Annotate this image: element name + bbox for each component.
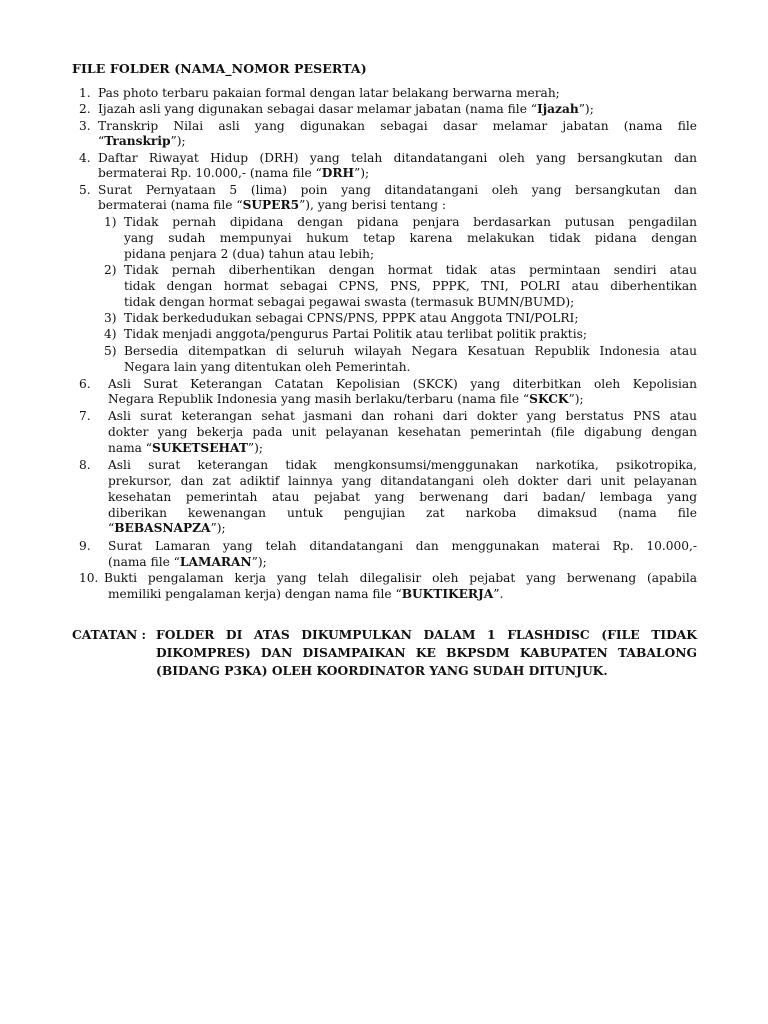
item-3-line-1: Transkrip Nilai asli yang digunakan sebagai dasar melamar jabatan (nama file — [98, 119, 697, 133]
item-2-text: Ijazah asli yang digunakan sebagai dasar melamar jabatan (nama file “Ijazah”); — [98, 102, 594, 116]
item-9-line-1: Surat Lamaran yang telah ditandatangani dan menggunakan materai Rp. 10.000,- — [108, 539, 697, 553]
subitem-number: 1) — [104, 215, 117, 229]
subitem-2-line-2: tidak dengan hormat sebagai CPNS, PNS, PPPK, TNI, POLRI atau diberhentikan — [124, 279, 697, 293]
item-8-line-5: “BEBASNAPZA”); — [108, 521, 226, 535]
item-10-line-1: Bukti pengalaman kerja yang telah dilegalisir oleh pejabat yang berwenang (apabila — [104, 571, 697, 585]
item-9-line-2: (nama file “LAMARAN”); — [108, 555, 267, 569]
subitem-1-line-3: pidana penjara 2 (dua) tahun atau lebih; — [124, 247, 375, 261]
subitem-4-line-1: Tidak menjadi anggota/pengurus Partai Politik atau terlibat politik praktis; — [124, 327, 587, 341]
subitem-2-line-3: tidak dengan hormat sebagai pegawai swasta (termasuk BUMN/BUMD); — [124, 295, 575, 309]
subitem-5-line-2: Negara lain yang ditentukan oleh Pemerintah. — [124, 360, 411, 374]
item-6-line-2: Negara Republik Indonesia yang masih berlaku/terbaru (nama file “SKCK”); — [108, 392, 584, 406]
subitem-3-line-1: Tidak berkedudukan sebagai CPNS/PNS, PPPK atau Anggota TNI/POLRI; — [124, 311, 579, 325]
item-7-line-1: Asli surat keterangan sehat jasmani dan rohani dari dokter yang berstatus PNS atau — [108, 409, 697, 423]
item-number: 4. — [79, 151, 91, 165]
item-8-line-4: diberikan kewenangan untuk pengujian zat narkoba dimaksud (nama file — [108, 506, 697, 520]
item-5-line-2: bermaterai (nama file “SUPER5”), yang berisi tentang : — [98, 198, 446, 212]
item-3-line-2: “Transkrip”); — [98, 134, 186, 148]
item-7-line-3: nama “SUKETSEHAT”); — [108, 441, 263, 455]
item-8-line-3: kesehatan pemerintah atau pejabat yang berwenang dari badan/ lembaga yang — [108, 490, 697, 504]
item-4-line-1: Daftar Riwayat Hidup (DRH) yang telah ditandatangani oleh yang bersangkutan dan — [98, 151, 697, 165]
document-title: FILE FOLDER (NAMA_NOMOR PESERTA) — [72, 61, 367, 76]
subitem-number: 5) — [104, 344, 117, 358]
subitem-5-line-1: Bersedia ditempatkan di seluruh wilayah Negara Kesatuan Republik Indonesia atau — [124, 344, 697, 358]
item-number: 7. — [79, 409, 91, 423]
catatan-line-3: (BIDANG P3KA) OLEH KOORDINATOR YANG SUDAH DITUNJUK. — [156, 663, 608, 678]
catatan-line-1: FOLDER DI ATAS DIKUMPULKAN DALAM 1 FLASHDISC (FILE TIDAK — [156, 627, 697, 642]
item-number: 2. — [79, 102, 91, 116]
item-5-line-1: Surat Pernyataan 5 (lima) poin yang ditandatangani oleh yang bersangkutan dan — [98, 183, 697, 197]
item-8-line-2: prekursor, dan zat adiktif lainnya yang ditandatangani oleh dokter dari unit pelayanan — [108, 474, 697, 488]
item-4-line-2: bermaterai Rp. 10.000,- (nama file “DRH”); — [98, 166, 370, 180]
catatan-line-2: DIKOMPRES) DAN DISAMPAIKAN KE BKPSDM KABUPATEN TABALONG — [156, 645, 697, 660]
item-number: 3. — [79, 119, 91, 133]
item-6-line-1: Asli Surat Keterangan Catatan Kepolisian (SKCK) yang diterbitkan oleh Kepolisian — [108, 377, 697, 391]
item-1-text: Pas photo terbaru pakaian formal dengan latar belakang berwarna merah; — [98, 86, 560, 100]
item-number: 9. — [79, 539, 91, 553]
subitem-number: 3) — [104, 311, 117, 325]
item-10-line-2: memiliki pengalaman kerja) dengan nama file “BUKTIKERJA”. — [108, 587, 504, 601]
item-number: 8. — [79, 458, 91, 472]
subitem-1-line-1: Tidak pernah dipidana dengan pidana penjara berdasarkan putusan pengadilan — [124, 215, 697, 229]
item-8-line-1: Asli surat keterangan tidak mengkonsumsi/menggunakan narkotika, psikotropika, — [108, 458, 697, 472]
item-number: 6. — [79, 377, 91, 391]
subitem-2-line-1: Tidak pernah diberhentikan dengan hormat tidak atas permintaan sendiri atau — [124, 263, 697, 277]
subitem-1-line-2: yang sudah mempunyai hukum tetap karena melakukan tidak pidana dengan — [124, 231, 697, 245]
catatan-label: CATATAN : — [72, 627, 147, 642]
item-number: 1. — [79, 86, 91, 100]
subitem-number: 2) — [104, 263, 117, 277]
subitem-number: 4) — [104, 327, 117, 341]
item-number: 10. — [79, 571, 99, 585]
item-number: 5. — [79, 183, 91, 197]
item-7-line-2: dokter yang bekerja pada unit pelayanan kesehatan pemerintah (file digabung dengan — [108, 425, 697, 439]
